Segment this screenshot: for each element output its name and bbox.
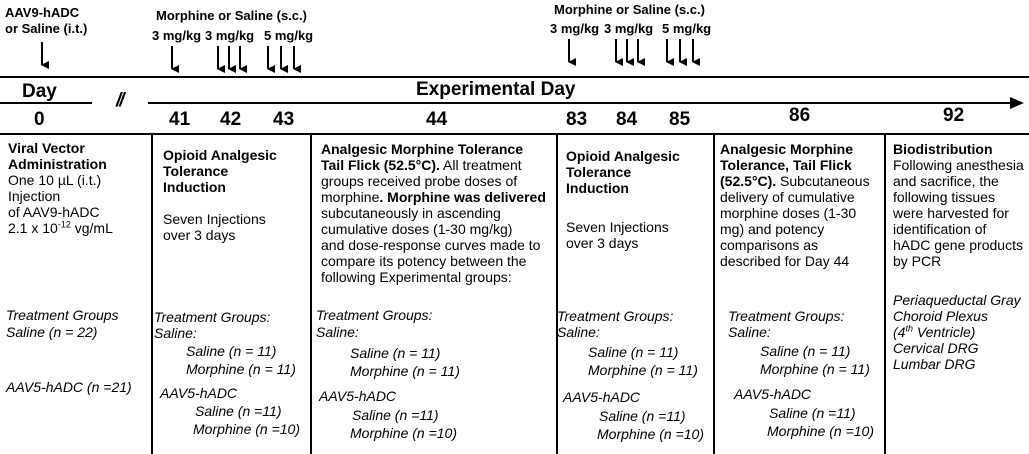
day-number-83: 83: [566, 109, 588, 130]
tissue-item: (4th Ventricle): [893, 323, 976, 340]
morphine-label-2: Morphine or Saline (s.c.): [554, 2, 705, 17]
group-aav-morphine: Morphine (n =10): [767, 423, 875, 439]
column-divider: [310, 134, 312, 454]
group-saline-label: Saline:: [557, 324, 600, 340]
description-line: hADC gene products: [893, 237, 1023, 253]
group-saline-saline: Saline (n = 11): [760, 343, 851, 359]
injection-arrows: [42, 39, 693, 69]
experimental-day-label: Experimental Day: [416, 79, 576, 100]
group-saline-morphine: Morphine (n = 11): [186, 361, 296, 377]
treatment-groups-label: Treatment Groups:: [316, 307, 433, 323]
group-aav: AAV5-hADC (n =21): [6, 379, 132, 395]
group-aav-saline: Saline (n =11): [195, 403, 282, 419]
concentration-line: 2.1 x $10^{-12}$ vg/mL: [8, 219, 113, 236]
column-title-line: Opioid Analgesic: [566, 148, 680, 164]
tissue-item: Periaqueductal Gray: [893, 292, 1021, 308]
description-line: compare its potency between the: [321, 253, 527, 269]
dose-label-2a: 3 mg/kg: [550, 21, 600, 36]
description-line: subcutaneously in ascending: [321, 205, 501, 221]
description-line: Seven Injections: [163, 211, 266, 227]
vector-label-line1: AAV9-hADC: [5, 5, 80, 20]
description-line: described for Day 44: [720, 253, 850, 269]
tissue-item: Lumbar DRG: [893, 356, 976, 372]
dose-label-2c: 5 mg/kg: [662, 21, 712, 36]
group-aav-label: AAV5-hADC: [563, 389, 641, 405]
column-divider: [556, 134, 558, 454]
column-title-line: Tolerance: [163, 163, 229, 179]
column-title-line: Induction: [566, 180, 629, 196]
column-title-line: Analgesic Morphine: [720, 141, 854, 157]
day-number-43: 43: [273, 109, 295, 130]
description-line: One 10 µL (i.t.): [8, 172, 102, 188]
description-line: cumulative doses (1-30 mg/kg): [321, 221, 513, 237]
description-line: groups received probe doses of: [321, 173, 518, 189]
group-aav-label: AAV5-hADC: [734, 386, 812, 402]
group-saline-label: Saline:: [316, 324, 359, 340]
description-line: and dose-response curves made to: [321, 237, 541, 253]
day-number-44: 44: [426, 109, 448, 130]
treatment-groups-label: Treatment Groups: [6, 307, 119, 323]
description-line: were harvested for: [893, 205, 1009, 221]
group-aav-morphine: Morphine (n =10): [597, 426, 705, 442]
description-line: morphine. Morphine was delivered: [321, 189, 546, 205]
day-number-0: 0: [34, 109, 45, 130]
column-title-line: Analgesic Morphine Tolerance: [321, 141, 524, 157]
column-divider: [884, 134, 886, 454]
column-title-line: Tolerance: [566, 164, 632, 180]
group-aav-morphine: Morphine (n =10): [350, 425, 458, 441]
group-saline-morphine: Morphine (n = 11): [760, 361, 870, 377]
description-line: Seven Injections: [566, 219, 669, 235]
description-line: of AAV9-hADC: [8, 204, 100, 220]
description-line: Tail Flick (52.5°C). All treatment: [321, 157, 522, 173]
morphine-label-1: Morphine or Saline (s.c.): [156, 8, 307, 23]
column-title-line: Induction: [163, 179, 226, 195]
description-line: following tissues: [893, 189, 995, 205]
dose-label-2b: 3 mg/kg: [604, 21, 654, 36]
description-line: comparisons as: [720, 237, 819, 253]
treatment-groups-label: Treatment Groups:: [557, 308, 674, 324]
column-title: Biodistribution: [893, 141, 993, 157]
description-line: morphine doses (1-30: [720, 205, 857, 221]
group-saline-label: Saline:: [728, 324, 771, 340]
day-number-42: 42: [220, 109, 242, 130]
column-title-line: Tolerance, Tail Flick: [720, 157, 852, 173]
dose-label-1b: 3 mg/kg: [205, 28, 255, 43]
day-number-85: 85: [669, 109, 691, 130]
dose-label-1a: 3 mg/kg: [152, 28, 202, 43]
group-aav-label: AAV5-hADC: [160, 385, 238, 401]
column-divider: [151, 134, 153, 454]
group-saline-morphine: Morphine (n = 11): [588, 362, 698, 378]
tissue-item: Choroid Plexus: [893, 308, 988, 324]
description-line: delivery of cumulative: [720, 189, 855, 205]
group-aav-morphine: Morphine (n =10): [193, 421, 301, 437]
group-aav-saline: Saline (n =11): [769, 405, 856, 421]
group-saline-saline: Saline (n = 11): [186, 343, 277, 359]
day-number-92: 92: [943, 105, 965, 126]
group-aav-saline: Saline (n =11): [599, 408, 686, 424]
description-line: over 3 days: [163, 227, 236, 243]
description-line: (52.5°C). Subcutaneous: [720, 173, 870, 189]
group-saline-saline: Saline (n = 11): [350, 345, 441, 361]
group-saline: Saline (n = 22): [6, 324, 98, 340]
description-line: and sacrifice, the: [893, 173, 999, 189]
group-saline-label: Saline:: [154, 325, 197, 341]
day-number-41: 41: [169, 109, 191, 130]
dose-label-1c: 5 mg/kg: [264, 28, 314, 43]
description-line: identification of: [893, 221, 987, 237]
treatment-groups-label: Treatment Groups:: [154, 309, 271, 325]
day-number-86: 86: [789, 105, 811, 126]
description-line: following Experimental groups:: [321, 269, 512, 285]
tissue-item: Cervical DRG: [893, 340, 979, 356]
group-aav-saline: Saline (n =11): [352, 407, 439, 423]
column-title-line: Opioid Analgesic: [163, 147, 277, 163]
column-day-0: [8, 140, 150, 236]
description-line: mg) and potency: [720, 221, 825, 237]
axis-arrowhead: [1010, 97, 1024, 109]
day-number-84: 84: [616, 109, 638, 130]
group-saline-saline: Saline (n = 11): [588, 344, 679, 360]
vector-label-line2: or Saline (i.t.): [5, 21, 88, 36]
day-label: Day: [22, 81, 57, 102]
description-line: Injection: [8, 188, 61, 204]
treatment-groups-label: Treatment Groups:: [728, 308, 845, 324]
column-divider: [713, 134, 715, 454]
description-line: over 3 days: [566, 235, 639, 251]
group-aav-label: AAV5-hADC: [319, 388, 397, 404]
group-saline-morphine: Morphine (n = 11): [350, 363, 460, 379]
column-title: Viral Vector Administration: [8, 140, 107, 172]
axis-break-mark: //: [116, 90, 123, 111]
description-line: Following anesthesia: [893, 157, 1024, 173]
description-line: by PCR: [893, 253, 942, 269]
